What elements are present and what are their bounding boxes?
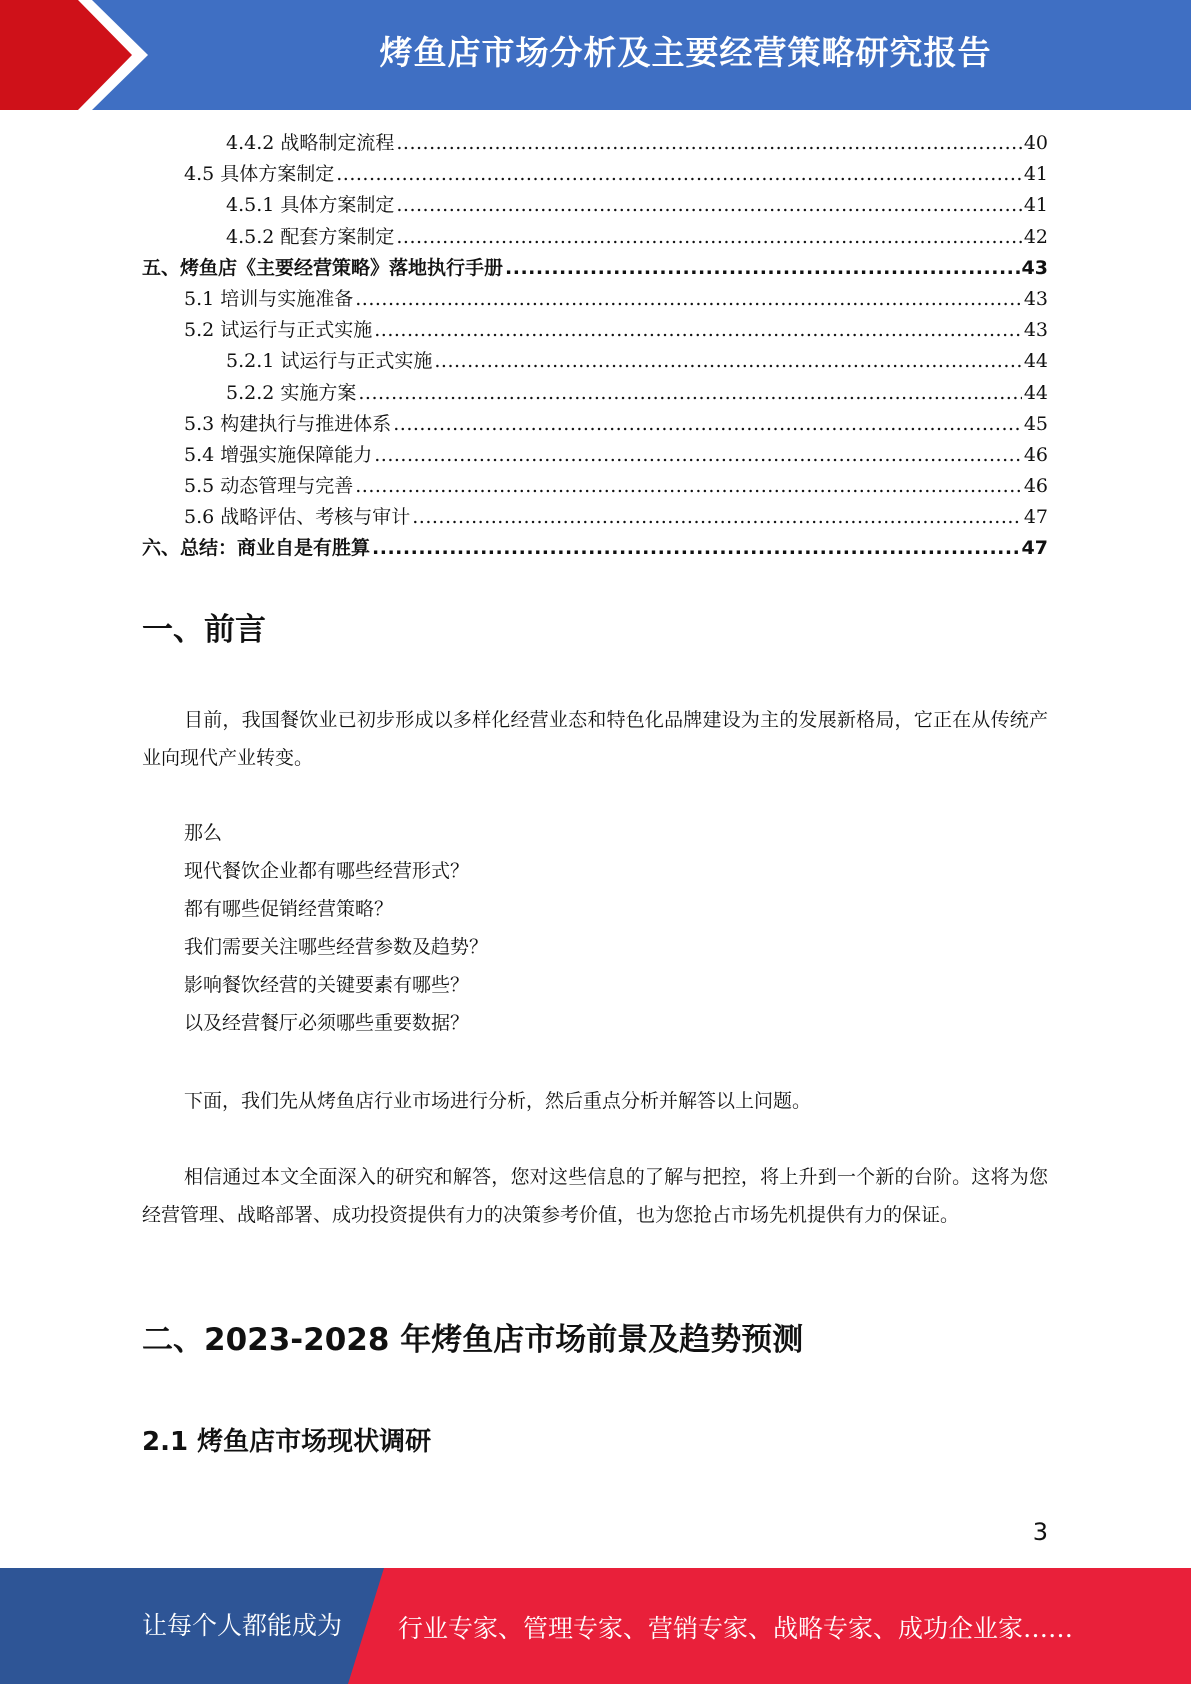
toc-entry[interactable] [142,533,1048,564]
toc-entry-page: 43 [1023,287,1048,310]
toc-entry-page: 40 [1023,132,1048,154]
toc-leader-dots [434,350,1021,372]
toc-entry[interactable] [142,222,1048,253]
paragraph-analysis: 下面，我们先从烤鱼店行业市场进行分析，然后重点分析并解答以上问题。 [184,1090,812,1112]
toc-entry-title: 5.5 动态管理与完善 [184,475,354,498]
toc-entry-page: 46 [1023,443,1048,466]
toc-entry-page: 47 [1023,506,1048,529]
toc-entry-title: 5.2.1 试运行与正式实施 [226,350,433,373]
toc-entry[interactable] [142,440,1048,471]
paragraph-conclusion: 相信通过本文全面深入的研究和解答，您对这些信息的了解与把控，将上升到一个新的台阶。这将为您经营管理、战略部署、成功投资提供有力的决策参考价值，也为您抢占市场先机提供有力的保证。 [142,1166,1048,1226]
toc-leader-dots [505,257,1020,279]
toc-leader-dots [336,163,1022,185]
question-item: 现代餐饮企业都有哪些经营形式？ [184,860,470,882]
toc-entry-title: 5.3 构建执行与推进体系 [184,412,392,435]
toc-entry[interactable] [142,315,1048,346]
page-footer [0,1568,1191,1684]
toc-entry-title: 五、烤鱼店《主要经营策略》落地执行手册 [142,256,504,279]
question-item: 那么 [184,822,223,844]
toc-entry[interactable] [142,128,1048,159]
question-item: 影响餐饮经营的关键要素有哪些？ [184,974,470,996]
toc-entry-page: 47 [1021,537,1048,560]
toc-entry-page: 41 [1023,194,1048,217]
toc-entry-page: 43 [1023,319,1048,342]
toc-entry-title: 六、总结：商业自是有胜算 [142,537,371,560]
toc-entry[interactable] [142,502,1048,533]
toc-entry[interactable] [142,378,1048,409]
question-list [184,814,488,1042]
toc-entry-title: 4.5 具体方案制定 [184,163,335,186]
page-header [0,0,1191,110]
toc-entry[interactable] [142,159,1048,190]
toc-entry-title: 5.1 培训与实施准备 [184,287,354,310]
footer-slogan-left: 让每个人都能成为 [142,1611,343,1640]
toc-leader-dots [412,506,1022,528]
toc-leader-dots [396,132,1021,154]
section-heading-forecast: 二、2023-2028 年烤鱼店市场前景及趋势预测 [142,1322,804,1358]
header-title: 烤鱼店市场分析及主要经营策略研究报告 [379,33,992,72]
question-item: 以及经营餐厅必须哪些重要数据？ [184,1012,470,1034]
table-of-contents [142,128,1048,565]
toc-entry-title: 5.2.2 实施方案 [226,381,357,404]
toc-entry[interactable] [142,190,1048,221]
toc-entry-page: 42 [1023,225,1048,248]
toc-entry-title: 5.6 战略评估、考核与审计 [184,506,411,529]
toc-entry-title: 4.4.2 战略制定流程 [226,132,395,154]
subsection-heading-status: 2.1 烤鱼店市场现状调研 [142,1427,432,1457]
toc-leader-dots [393,413,1022,435]
toc-leader-dots [396,226,1021,248]
toc-entry-title: 5.2 试运行与正式实施 [184,319,373,342]
toc-entry[interactable] [142,471,1048,502]
toc-leader-dots [396,194,1021,216]
question-item: 都有哪些促销经营策略？ [184,898,394,920]
toc-leader-dots [355,288,1022,310]
toc-entry[interactable] [142,284,1048,315]
question-item: 我们需要关注哪些经营参数及趋势？ [184,936,489,958]
toc-leader-dots [358,382,1021,404]
footer-slogan-right: 行业专家、管理专家、营销专家、战略专家、成功企业家…… [398,1614,1074,1643]
toc-leader-dots [374,444,1022,466]
toc-entry-page: 43 [1021,256,1048,279]
paragraph-intro: 目前，我国餐饮业已初步形成以多样化经营业态和特色化品牌建设为主的发展新格局，它正在从传统产业向现代产业转变。 [142,709,1048,769]
toc-entry-title: 4.5.1 具体方案制定 [226,194,395,217]
toc-leader-dots [372,537,1020,559]
section-heading-preface: 一、前言 [142,612,266,648]
page-number: 3 [1032,1518,1048,1546]
toc-leader-dots [355,475,1022,497]
toc-entry-page: 45 [1023,412,1048,435]
toc-entry[interactable] [142,346,1048,377]
toc-entry[interactable] [142,253,1048,284]
toc-entry-page: 41 [1023,163,1048,186]
toc-entry-page: 44 [1023,350,1048,373]
toc-entry-page: 46 [1023,475,1048,498]
toc-entry[interactable] [142,409,1048,440]
toc-entry-title: 5.4 增强实施保障能力 [184,443,373,466]
toc-entry-title: 4.5.2 配套方案制定 [226,225,395,248]
toc-entry-page: 44 [1023,381,1048,404]
toc-leader-dots [374,319,1022,341]
